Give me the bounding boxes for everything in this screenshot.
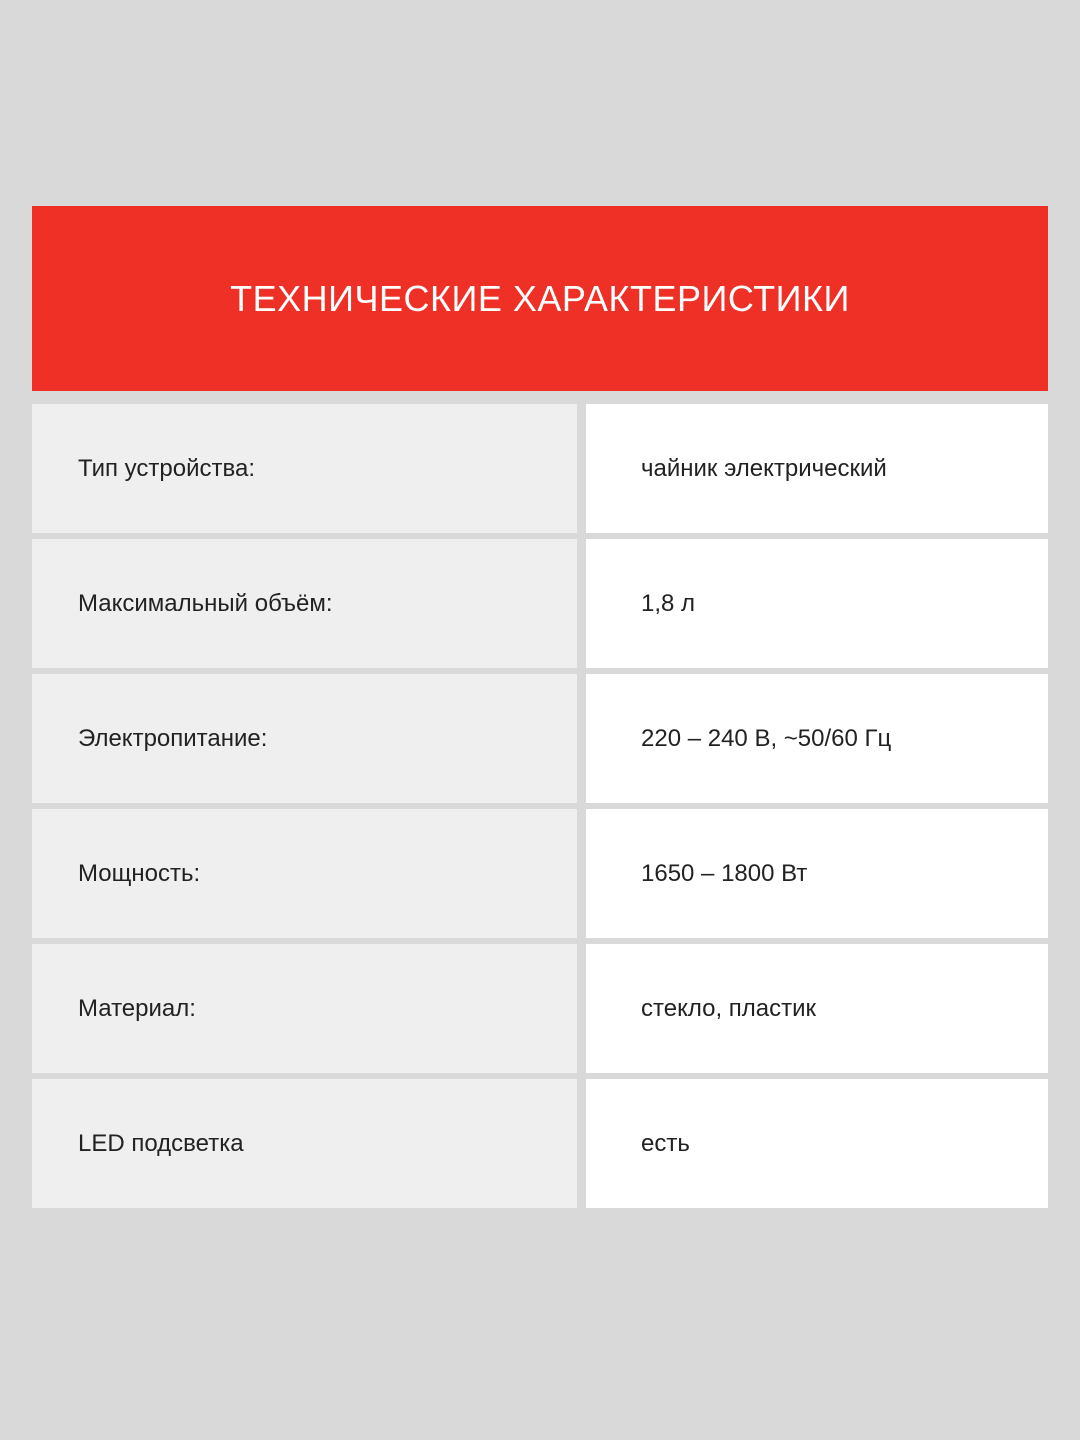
- spec-label-cell: [32, 809, 577, 938]
- spec-value: чайник электрический: [641, 454, 887, 482]
- spec-value-cell: [586, 809, 1048, 938]
- spec-label-cell: [32, 1079, 577, 1208]
- spec-value: 1650 – 1800 Вт: [641, 859, 808, 887]
- spec-row-device-type: [32, 404, 1048, 533]
- spec-row-material: [32, 944, 1048, 1073]
- spec-label: Максимальный объём:: [78, 589, 333, 617]
- spec-value: есть: [641, 1129, 690, 1157]
- spec-value-cell: [586, 944, 1048, 1073]
- spec-label-cell: [32, 944, 577, 1073]
- spec-value: 220 – 240 В, ~50/60 Гц: [641, 724, 892, 752]
- spec-label: Мощность:: [78, 859, 201, 887]
- spec-label: Материал:: [78, 994, 196, 1022]
- spec-value-cell: [586, 539, 1048, 668]
- spec-row-power-supply: [32, 674, 1048, 803]
- spec-row-max-volume: [32, 539, 1048, 668]
- spec-label: LED подсветка: [78, 1129, 244, 1157]
- spec-label: Электропитание:: [78, 724, 268, 752]
- specs-title: ТЕХНИЧЕСКИЕ ХАРАКТЕРИСТИКИ: [230, 277, 850, 319]
- spec-label-cell: [32, 539, 577, 668]
- spec-value-cell: [586, 674, 1048, 803]
- spec-label-cell: [32, 404, 577, 533]
- spec-row-power: [32, 809, 1048, 938]
- spec-value-cell: [586, 1079, 1048, 1208]
- spec-value: 1,8 л: [641, 589, 696, 617]
- spec-value: стекло, пластик: [641, 994, 817, 1022]
- spec-label-cell: [32, 674, 577, 803]
- spec-label: Тип устройства:: [78, 454, 255, 482]
- spec-value-cell: [586, 404, 1048, 533]
- specs-table: [32, 404, 1048, 1214]
- specs-header: [32, 206, 1048, 391]
- spec-row-led-backlight: [32, 1079, 1048, 1208]
